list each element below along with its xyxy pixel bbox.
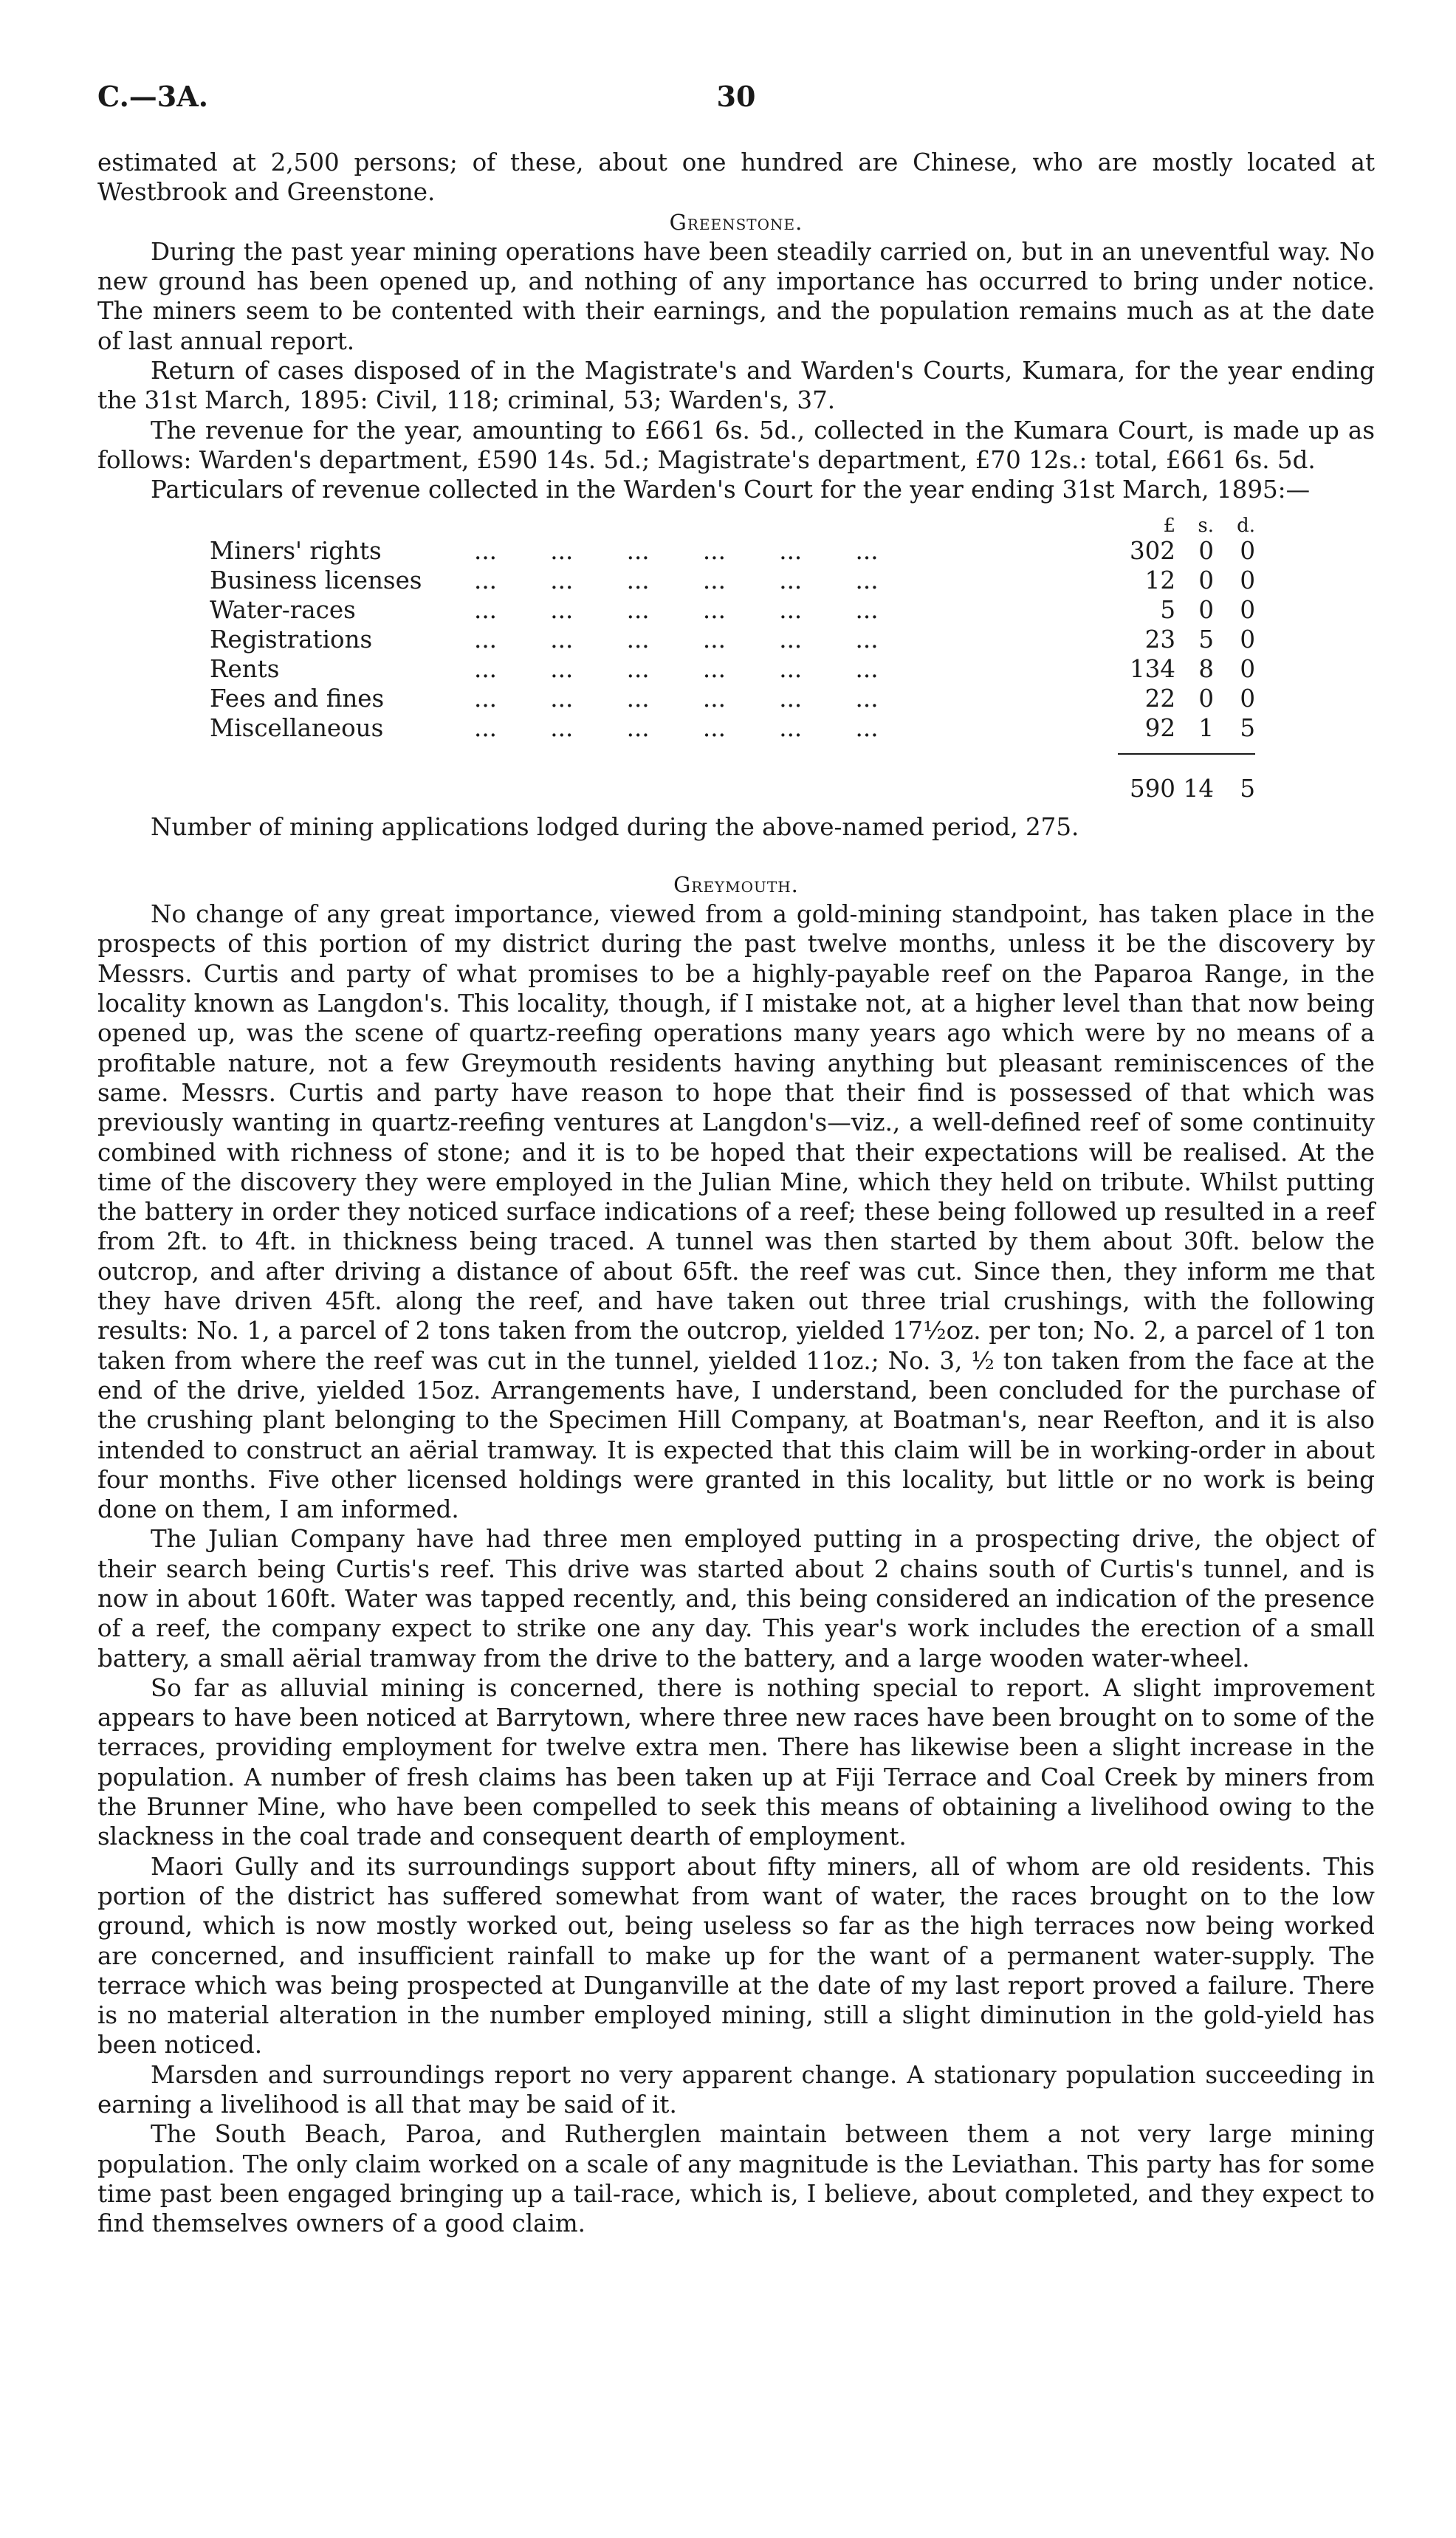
pounds-value: 22 xyxy=(1144,684,1175,713)
total-pounds: 590 xyxy=(1129,774,1175,803)
paragraph-revenue-particulars: Particulars of revenue collected in the Warden's Court for the year ending 31st March, 1895:— xyxy=(151,476,1311,504)
dot-leader: ... ... ... ... ... ... xyxy=(474,595,879,624)
section-heading-greymouth: Greymouth. xyxy=(673,871,799,897)
paragraph-cases-return: Return of cases disposed of in the Magistrate's and Warden's Courts, Kumara, for the year ending the 31st March, 1895: Civil, 118; criminal, 53; Warden's, 37. xyxy=(97,357,1375,415)
pence-value: 0 xyxy=(1240,566,1255,594)
dot-leader: ... ... ... ... ... ... xyxy=(474,654,879,683)
page-number: 30 xyxy=(716,80,756,113)
paragraph-greenstone-operations: During the past year mining operations have been steadily carried on, but in an uneventful way. No new ground has been opened up, and nothing of any importance has occurred to bring under notice. The miners seem to be contented with their earnings, and the population remains much as at the date of last annual report. xyxy=(97,237,1375,355)
revenue-table xyxy=(97,508,1375,812)
pounds-value: 302 xyxy=(1129,536,1175,565)
pounds-value: 92 xyxy=(1144,713,1175,742)
dot-leader: ... ... ... ... ... ... xyxy=(474,625,879,654)
pence-value: 0 xyxy=(1240,595,1255,624)
total-rule xyxy=(1118,753,1255,755)
table-row xyxy=(97,566,1375,595)
dot-leader: ... ... ... ... ... ... xyxy=(474,684,879,713)
table-row xyxy=(97,595,1375,625)
paragraph-mining-applications: Number of mining applications lodged during the above-named period, 275. xyxy=(151,812,1079,841)
total-row xyxy=(97,774,1375,803)
shillings-value: 5 xyxy=(1198,625,1214,654)
section-heading-greenstone: Greenstone. xyxy=(669,209,803,235)
row-label: Rents xyxy=(210,654,280,683)
pounds-value: 5 xyxy=(1160,595,1175,624)
pounds-value: 134 xyxy=(1129,654,1175,683)
paragraph-marsden: Marsden and surroundings report no very apparent change. A stationary population succeeding in earning a livelihood is all that may be said of it. xyxy=(97,2060,1375,2119)
paragraph-alluvial-mining: So far as alluvial mining is concerned, there is nothing special to report. A slight improvement appears to have been noticed at Barrytown, where three new races have been brought on to some of the terraces, providing employment for twelve extra men. There has likewise been a slight increase in the population. A number of fresh claims has been taken up at Fiji Terrace and Coal Creek by miners from the Brunner Mine, who have been compelled to seek this means of obtaining a livelihood owing to the slackness in the coal trade and consequent dearth of employment. xyxy=(97,1673,1375,1851)
column-header-shillings: s. xyxy=(1198,514,1214,537)
paragraph-maori-gully: Maori Gully and its surroundings support about fifty miners, all of whom are old residents. This portion of the district has suffered somewhat from want of water, the races brought on to the low ground, which is now mostly worked out, being useless so far as the high terraces now being worked are concerned, and insufficient rainfall to make up for the want of a permanent water-supply. The terrace which was being prospected at Dunganville at the date of my last report proved a failure. There is no material alteration in the number employed mining, still a slight diminution in the gold-yield has been noticed. xyxy=(97,1852,1375,2059)
table-row xyxy=(97,684,1375,713)
column-header-pounds: £ xyxy=(1163,514,1175,537)
shillings-value: 0 xyxy=(1198,536,1214,565)
dot-leader: ... ... ... ... ... ... xyxy=(474,713,879,742)
dot-leader: ... ... ... ... ... ... xyxy=(474,536,879,565)
revenue-table-header xyxy=(97,508,1375,535)
pence-value: 0 xyxy=(1240,654,1255,683)
row-label: Water-races xyxy=(210,595,356,624)
dot-leader: ... ... ... ... ... ... xyxy=(474,566,879,594)
total-shillings: 14 xyxy=(1183,774,1214,803)
page-header xyxy=(97,80,1375,124)
row-label: Business licenses xyxy=(210,566,422,594)
paragraph-south-beach: The South Beach, Paroa, and Rutherglen maintain between them a not very large mining population. The only claim worked on a scale of any magnitude is the Leviathan. This party has for some time past been engaged bringing up a tail-race, which is, I believe, about completed, and they expect to find themselves owners of a good claim. xyxy=(97,2120,1375,2238)
table-row xyxy=(97,536,1375,566)
pence-value: 0 xyxy=(1240,625,1255,654)
document-body xyxy=(97,148,1375,2239)
table-row xyxy=(97,654,1375,684)
row-label: Fees and fines xyxy=(210,684,385,713)
pounds-value: 12 xyxy=(1144,566,1175,594)
pence-value: 0 xyxy=(1240,536,1255,565)
paragraph-curtis-reef: No change of any great importance, viewed from a gold-mining standpoint, has taken place in the prospects of this portion of my district during the past twelve months, unless it be the discovery by Messrs. Curtis and party of what promises to be a highly-payable reef on the Paparoa Range, in the locality known as Langdon's. This locality, though, if I mistake not, at a higher level than that now being opened up, was the scene of quartz-reefing operations many years ago which were by no means of a profitable nature, not a few Greymouth residents having anything but pleasant reminiscences of the same. Messrs. Curtis and party have reason to hope that their find is possessed of that which was previously wanting in quartz-reefing ventures at Langdon's—viz., a well-defined reef of some continuity combined with richness of stone; and it is to be hoped that their expectations will be realised. At the time of the discovery they were employed in the Julian Mine, which they held on tribute. Whilst putting the battery in order they noticed surface indications of a reef; these being followed up resulted in a reef from 2ft. to 4ft. in thickness being traced. A tunnel was then started by them about 30ft. below the outcrop, and after driving a distance of about 65ft. the reef was cut. Since then, they inform me that they have driven 45ft. along the reef, and have taken out three trial crushings, with the following results: No. 1, a parcel of 2 tons taken from the outcrop, yielded 17½oz. per ton; No. 2, a parcel of 1 ton taken from where the reef was cut in the tunnel, yielded 11oz.; No. 3, ½ ton taken from the face at the end of the drive, yielded 15oz. Arrangements have, I understand, been concluded for the purchase of the crushing plant belonging to the Specimen Hill Company, at Boatman's, near Reefton, and it is also intended to construct an aërial tramway. It is expected that this claim will be in working-order in about four months. Five other licensed holdings were granted in this locality, but little or no work is being done on them, I am informed. xyxy=(97,900,1375,1524)
row-label: Registrations xyxy=(210,625,373,654)
shillings-value: 0 xyxy=(1198,566,1214,594)
shillings-value: 0 xyxy=(1198,684,1214,713)
row-label: Miscellaneous xyxy=(210,713,384,742)
paragraph-julian-company: The Julian Company have had three men employed putting in a prospecting drive, the object of their search being Curtis's reef. This drive was started about 2 chains south of Curtis's tunnel, and is now in about 160ft. Water was tapped recently, and, this being considered an indication of the presence of a reef, the company expect to strike one any day. This year's work includes the erection of a small battery, a small aërial tramway from the drive to the battery, and a large wooden water-wheel. xyxy=(97,1525,1375,1673)
shillings-value: 8 xyxy=(1198,654,1214,683)
document-reference: C.—3A. xyxy=(97,80,208,113)
table-row xyxy=(97,713,1375,743)
paragraph-revenue-summary: The revenue for the year, amounting to £661 6s. 5d., collected in the Kumara Court, is made up as follows: Warden's department, £590 14s. 5d.; Magistrate's department, £70 12s.: total, £661 6s. 5d. xyxy=(97,416,1375,474)
total-pence: 5 xyxy=(1240,774,1255,803)
shillings-value: 1 xyxy=(1198,713,1214,742)
shillings-value: 0 xyxy=(1198,595,1214,624)
pence-value: 5 xyxy=(1240,713,1255,742)
table-row xyxy=(97,625,1375,654)
paragraph-continuation: estimated at 2,500 persons; of these, about one hundred are Chinese, who are mostly located at Westbrook and Greenstone. xyxy=(97,148,1375,207)
pence-value: 0 xyxy=(1240,684,1255,713)
column-header-pence: d. xyxy=(1237,514,1255,537)
pounds-value: 23 xyxy=(1144,625,1175,654)
row-label: Miners' rights xyxy=(210,536,382,565)
